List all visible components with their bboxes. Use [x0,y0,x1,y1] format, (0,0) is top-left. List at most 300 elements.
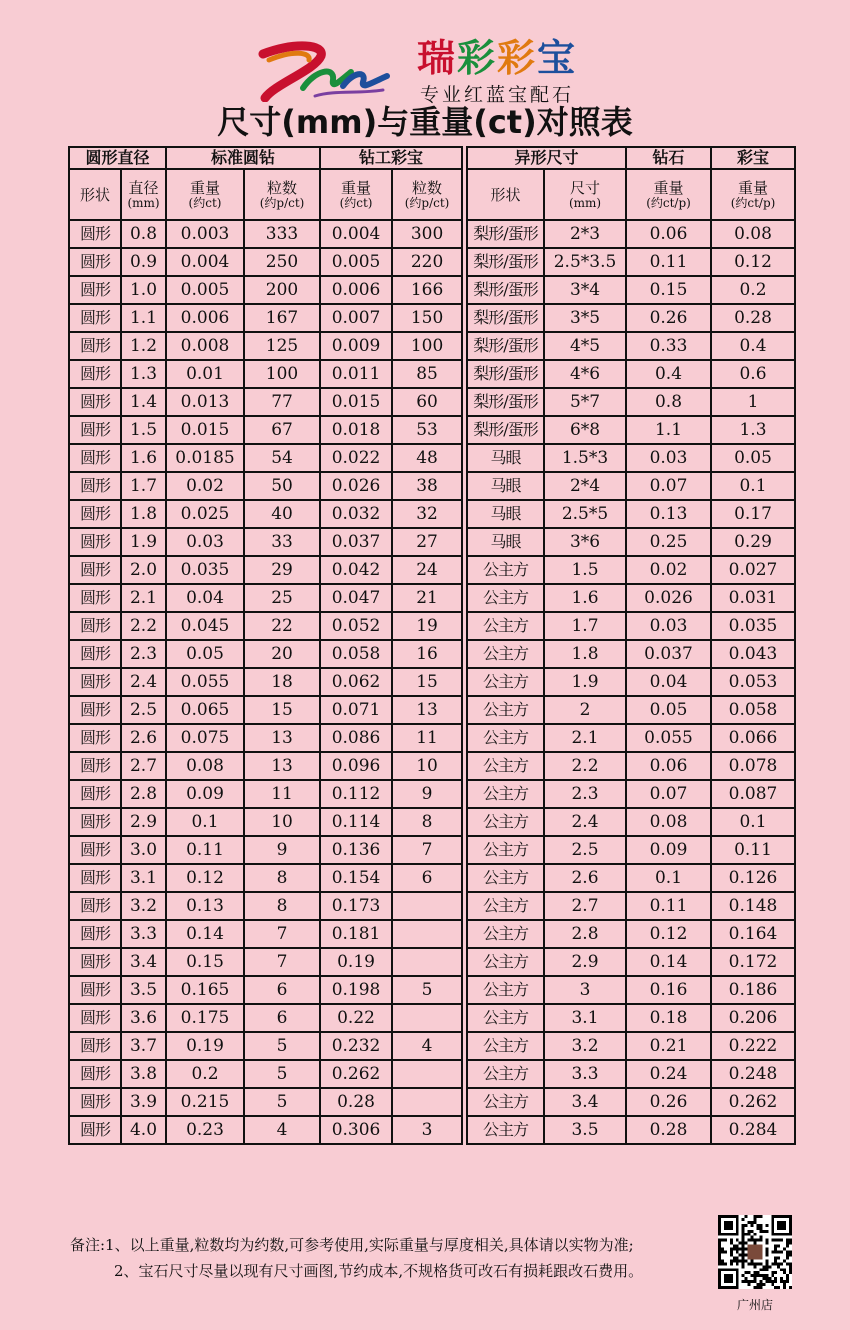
table-cell: 0.19 [166,1032,244,1060]
table-row [467,836,795,864]
table-cell: 0.4 [711,332,795,360]
table-cell: 0.02 [626,556,711,584]
table-cell: 0.078 [711,752,795,780]
column-header-label: 重量 [190,178,221,197]
table-cell: 4 [244,1116,320,1144]
table-cell: 公主方 [467,1060,544,1088]
table-cell: 0.03 [626,612,711,640]
table-row [69,220,462,248]
column-header-unit: (约p/ct) [404,195,450,210]
table-cell: 0.003 [166,220,244,248]
table-cell: 1.4 [121,388,166,416]
table-cell: 0.035 [711,612,795,640]
table-cell: 0.03 [166,528,244,556]
table-cell: 公主方 [467,1088,544,1116]
table-cell: 0.09 [166,780,244,808]
table-cell: 2.9 [121,808,166,836]
table-row [69,556,462,584]
table-cell: 0.2 [166,1060,244,1088]
table-row [467,388,795,416]
table-row [467,220,795,248]
table-row [69,388,462,416]
table-row [467,1060,795,1088]
table-cell: 21 [392,584,462,612]
table-cell: 圆形 [69,388,121,416]
table-cell: 圆形 [69,640,121,668]
table-cell: 0.29 [711,528,795,556]
table-cell: 0.1 [711,472,795,500]
table-cell: 2.9 [544,948,626,976]
table-cell: 0.086 [320,724,392,752]
table-cell: 圆形 [69,248,121,276]
table-cell: 3*4 [544,276,626,304]
column-header-row [467,169,795,220]
table-cell: 0.058 [711,696,795,724]
table-cell: 0.08 [166,752,244,780]
table-cell: 0.11 [166,836,244,864]
table-cell: 圆形 [69,724,121,752]
table-cell: 25 [244,584,320,612]
table-cell: 0.018 [320,416,392,444]
table-cell: 16 [392,640,462,668]
table-cell: 0.154 [320,864,392,892]
table-cell: 0.058 [320,640,392,668]
table-cell: 0.053 [711,668,795,696]
group-header: 钻工彩宝 [320,147,462,169]
table-cell: 0.07 [626,472,711,500]
table-cell: 圆形 [69,1032,121,1060]
table-row [467,696,795,724]
table-cell: 0.02 [166,472,244,500]
table-cell: 1.1 [121,304,166,332]
column-header [626,169,711,220]
table-row [467,360,795,388]
column-header-label: 重量 [738,178,769,197]
table-cell: 0.11 [711,836,795,864]
table-row [69,864,462,892]
table-cell: 0.026 [320,472,392,500]
table-row [467,584,795,612]
table-row [467,864,795,892]
table-cell: 0.12 [711,248,795,276]
table-row [69,1004,462,1032]
round-size-weight-table [68,146,463,1145]
table-row [69,1088,462,1116]
table-cell: 圆形 [69,360,121,388]
table-cell: 1.0 [121,276,166,304]
table-cell: 333 [244,220,320,248]
table-cell: 3.2 [121,892,166,920]
table-cell: 10 [244,808,320,836]
table-cell: 0.015 [320,388,392,416]
table-cell: 圆形 [69,808,121,836]
table-cell: 0.007 [320,304,392,332]
table-row [69,472,462,500]
table-cell: 圆形 [69,948,121,976]
table-cell: 3.1 [121,864,166,892]
table-cell: 3.8 [121,1060,166,1088]
table-cell: 圆形 [69,1060,121,1088]
table-cell: 公主方 [467,668,544,696]
table-cell: 公主方 [467,976,544,1004]
table-cell: 2.7 [121,752,166,780]
table-cell: 2.5*5 [544,500,626,528]
table-cell: 0.11 [626,248,711,276]
table-cell: 2.5*3.5 [544,248,626,276]
table-cell: 马眼 [467,528,544,556]
table-cell: 1.7 [121,472,166,500]
table-cell: 0.22 [320,1004,392,1032]
table-cell: 0.262 [711,1088,795,1116]
table-cell: 4*5 [544,332,626,360]
table-cell [392,948,462,976]
column-header: 形状 [69,169,121,220]
table-cell: 圆形 [69,1088,121,1116]
table-row [467,416,795,444]
table-cell: 圆形 [69,304,121,332]
table-cell: 0.03 [626,444,711,472]
table-cell: 3.7 [121,1032,166,1060]
table-cell: 0.04 [166,584,244,612]
table-row [467,892,795,920]
table-cell: 0.009 [320,332,392,360]
table-cell: 1.9 [121,528,166,556]
page-title: 尺寸(mm)与重量(ct)对照表 [217,103,633,141]
table-row [69,248,462,276]
table-cell: 3.4 [121,948,166,976]
table-cell: 2.1 [544,724,626,752]
table-cell: 0.005 [320,248,392,276]
table-cell: 24 [392,556,462,584]
table-cell: 圆形 [69,1004,121,1032]
table-cell: 0.9 [121,248,166,276]
table-cell: 0.164 [711,920,795,948]
table-row [467,640,795,668]
table-cell: 6 [244,976,320,1004]
table-cell: 0.055 [166,668,244,696]
table-cell: 1.6 [121,444,166,472]
table-cell: 0.284 [711,1116,795,1144]
table-cell: 3.0 [121,836,166,864]
table-row [467,304,795,332]
table-row [69,1060,462,1088]
table-cell: 圆形 [69,780,121,808]
column-header-label: 直径 [128,178,159,197]
table-cell: 13 [392,696,462,724]
table-cell: 150 [392,304,462,332]
table-cell: 2*4 [544,472,626,500]
table-cell: 3*5 [544,304,626,332]
table-cell: 0.045 [166,612,244,640]
table-row [69,752,462,780]
table-cell: 5 [244,1060,320,1088]
table-cell: 0.043 [711,640,795,668]
table-row [467,1004,795,1032]
table-cell: 0.006 [166,304,244,332]
table-cell: 32 [392,500,462,528]
table-cell: 0.28 [711,304,795,332]
table-cell: 0.022 [320,444,392,472]
table-cell: 圆形 [69,864,121,892]
table-cell: 公主方 [467,640,544,668]
column-header-label: 粒数 [412,178,443,197]
table-cell: 9 [244,836,320,864]
table-cell: 5 [392,976,462,1004]
table-cell: 10 [392,752,462,780]
table-cell: 250 [244,248,320,276]
table-cell: 0.18 [626,1004,711,1032]
table-cell: 0.8 [626,388,711,416]
table-cell: 圆形 [69,556,121,584]
table-cell: 7 [392,836,462,864]
table-cell: 29 [244,556,320,584]
table-cell: 0.09 [626,836,711,864]
table-cell: 圆形 [69,892,121,920]
table-cell: 5 [244,1032,320,1060]
table-cell: 0.15 [626,276,711,304]
table-cell: 0.006 [320,276,392,304]
table-cell [392,1088,462,1116]
table-cell: 0.222 [711,1032,795,1060]
table-cell: 2.4 [121,668,166,696]
table-row [69,528,462,556]
table-row [69,808,462,836]
note-line: 2、宝石尺寸尽量以现有尺寸画图,节约成本,不规格货可改石有损耗跟改石费用。 [114,1262,644,1280]
table-cell: 0.112 [320,780,392,808]
table-cell: 0.052 [320,612,392,640]
table-cell: 7 [244,948,320,976]
brand-slogan: 专业红蓝宝配石 [420,84,575,106]
table-cell: 0.21 [626,1032,711,1060]
table-cell: 公主方 [467,584,544,612]
footer-notes [70,1232,730,1284]
column-header-unit: (约ct) [188,195,222,210]
table-cell: 0.6 [711,360,795,388]
table-row [69,304,462,332]
table-row [467,276,795,304]
table-cell: 0.011 [320,360,392,388]
table-cell: 0.14 [626,948,711,976]
table-cell: 圆形 [69,752,121,780]
table-row [467,976,795,1004]
table-cell: 2.2 [121,612,166,640]
table-row [69,500,462,528]
table-row [69,668,462,696]
table-cell: 5*7 [544,388,626,416]
table-row [69,444,462,472]
table-cell: 0.13 [166,892,244,920]
table-cell: 公主方 [467,556,544,584]
table-cell [392,1060,462,1088]
table-cell: 0.008 [166,332,244,360]
table-cell: 1.3 [711,416,795,444]
table-cell: 6 [392,864,462,892]
table-cell: 0.19 [320,948,392,976]
column-header-unit: (约ct/p) [730,195,776,210]
table-cell: 22 [244,612,320,640]
table-cell: 100 [244,360,320,388]
table-row [69,360,462,388]
table-row [69,276,462,304]
table-cell: 6 [244,1004,320,1032]
table-cell: 1.8 [121,500,166,528]
table-cell: 0.172 [711,948,795,976]
table-cell: 0.066 [711,724,795,752]
table-cell: 2.8 [544,920,626,948]
table-cell: 0.096 [320,752,392,780]
table-cell: 0.16 [626,976,711,1004]
table-cell: 2.2 [544,752,626,780]
table-cell: 77 [244,388,320,416]
table-cell: 0.262 [320,1060,392,1088]
table-cell: 0.05 [711,444,795,472]
table-cell [392,1004,462,1032]
table-cell: 2.8 [121,780,166,808]
table-cell: 0.062 [320,668,392,696]
table-row [69,724,462,752]
table-cell: 梨形/蛋形 [467,276,544,304]
table-cell: 0.004 [166,248,244,276]
table-cell: 0.175 [166,1004,244,1032]
table-cell: 0.28 [320,1088,392,1116]
table-cell: 8 [244,892,320,920]
fancy-shape-weight-table [466,146,796,1145]
table-cell: 0.4 [626,360,711,388]
table-cell: 0.005 [166,276,244,304]
table-cell: 梨形/蛋形 [467,388,544,416]
table-cell: 公主方 [467,920,544,948]
table-cell: 2.7 [544,892,626,920]
table-cell: 0.11 [626,892,711,920]
table-cell: 马眼 [467,500,544,528]
table-cell: 8 [392,808,462,836]
table-cell: 梨形/蛋形 [467,416,544,444]
table-row [467,1032,795,1060]
table-cell: 0.15 [166,948,244,976]
table-cell: 0.24 [626,1060,711,1088]
table-cell: 54 [244,444,320,472]
table-cell: 0.025 [166,500,244,528]
table-row [69,892,462,920]
column-header-row [69,169,462,220]
table-row [467,752,795,780]
table-cell: 梨形/蛋形 [467,220,544,248]
table-cell: 0.055 [626,724,711,752]
table-cell: 0.08 [711,220,795,248]
table-cell: 4 [392,1032,462,1060]
table-cell: 0.027 [711,556,795,584]
column-header [392,169,462,220]
table-cell: 2.6 [121,724,166,752]
column-header-label: 尺寸 [570,178,601,197]
table-row [69,640,462,668]
column-header-label: 重量 [653,178,684,197]
table-cell: 梨形/蛋形 [467,248,544,276]
brand-char: 瑞 [417,36,458,80]
table-cell: 0.0185 [166,444,244,472]
column-header-unit: (约ct/p) [646,195,691,210]
table-cell: 3.5 [544,1116,626,1144]
column-header-unit: (约p/ct) [259,195,305,210]
table-cell: 1.2 [121,332,166,360]
table-row [69,696,462,724]
table-cell: 300 [392,220,462,248]
table-cell: 7 [244,920,320,948]
table-cell: 2.3 [544,780,626,808]
table-body [467,220,795,1144]
table-cell: 1.6 [544,584,626,612]
table-row [467,556,795,584]
table-row [69,1032,462,1060]
table-cell: 圆形 [69,836,121,864]
table-cell: 0.026 [626,584,711,612]
table-cell: 60 [392,388,462,416]
table-cell: 公主方 [467,948,544,976]
table-cell: 0.06 [626,220,711,248]
column-header-label: 粒数 [267,178,298,197]
table-cell: 0.181 [320,920,392,948]
table-cell: 3 [392,1116,462,1144]
table-cell: 圆形 [69,500,121,528]
table-cell: 0.12 [626,920,711,948]
table-cell: 3.5 [121,976,166,1004]
table-cell [392,920,462,948]
table-cell: 公主方 [467,892,544,920]
table-cell: 公主方 [467,696,544,724]
brand-char: 彩 [457,36,498,80]
table-row [69,416,462,444]
table-cell: 0.14 [166,920,244,948]
table-cell: 0.032 [320,500,392,528]
table-cell: 166 [392,276,462,304]
table-cell: 0.06 [626,752,711,780]
column-header [166,169,244,220]
table-cell: 圆形 [69,668,121,696]
table-cell: 0.206 [711,1004,795,1032]
brand-char: 彩 [497,36,538,80]
table-cell: 0.173 [320,892,392,920]
table-cell: 1.3 [121,360,166,388]
table-cell: 2.4 [544,808,626,836]
table-cell: 33 [244,528,320,556]
table-cell: 100 [392,332,462,360]
table-cell: 0.087 [711,780,795,808]
table-row [467,500,795,528]
table-cell: 38 [392,472,462,500]
table-cell: 0.07 [626,780,711,808]
table-cell: 公主方 [467,864,544,892]
table-cell: 0.12 [166,864,244,892]
table-row [467,1088,795,1116]
table-cell: 0.042 [320,556,392,584]
table-row [69,948,462,976]
table-cell: 3.3 [544,1060,626,1088]
table-cell: 3.9 [121,1088,166,1116]
table-cell: 8 [244,864,320,892]
column-header: 形状 [467,169,544,220]
table-cell: 0.126 [711,864,795,892]
table-row [467,248,795,276]
table-cell: 85 [392,360,462,388]
table-cell: 50 [244,472,320,500]
table-row [69,780,462,808]
group-header: 圆形直径 [69,147,166,169]
table-cell: 0.198 [320,976,392,1004]
table-cell: 18 [244,668,320,696]
table-cell: 2.0 [121,556,166,584]
table-row [69,976,462,1004]
table-row [467,332,795,360]
